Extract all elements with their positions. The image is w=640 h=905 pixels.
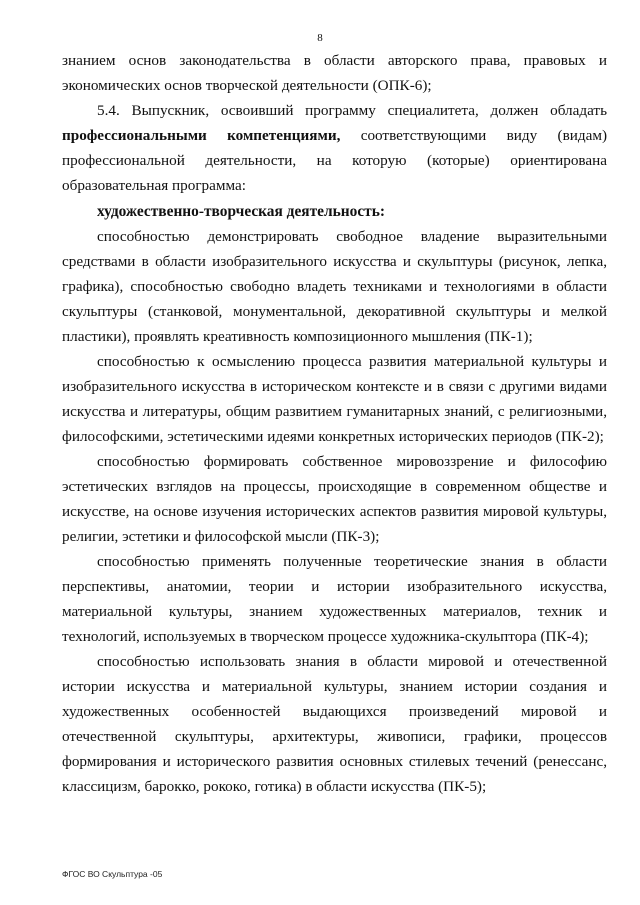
paragraph-pk4: способностью применять полученные теоретические знания в области перспективы, анатомии, теории и истории изобразительного искусства, материальной культуры, знанием художественных материалов, техник и технологий, используемых в творческом процессе художника-скульптора (ПК-4); <box>62 553 607 645</box>
page-number: 8 <box>317 32 323 44</box>
paragraph-5-4-start: 5.4. Выпускник, освоивший программу специалитета, должен обладать <box>97 102 607 119</box>
paragraph-5-4 <box>62 98 607 198</box>
page-footer: ФГОС ВО Скульптура -05 <box>62 869 163 879</box>
paragraph-pk1: способностью демонстрировать свободное владение выразительными средствами в области изобразительного искусства и скульптуры (рисунок, лепка, графика), способностью свободно владеть техниками и технологиями в области скульптуры (станковой, монументальной, декоративной скульптуры и мелкой пластики), проявлять креативность композиционного мышления (ПК-1); <box>62 228 607 345</box>
section-heading: художественно-творческая деятельность: <box>97 203 385 220</box>
document-body <box>62 48 607 799</box>
paragraph-pk2: способностью к осмыслению процесса развития материальной культуры и изобразительного искусства в историческом контексте и в связи с другими видами искусства и литературы, общим развитием гуманитарных знаний, с религиозными, философскими, эстетическими идеями конкретных исторических периодов (ПК-2); <box>62 353 607 445</box>
paragraph-5-4-bold: профессиональными компетенциями, <box>62 127 341 144</box>
paragraph-opk6: знанием основ законодательства в области авторского права, правовых и экономических основ творческой деятельности (ОПК-6); <box>62 52 607 94</box>
paragraph-pk5: способностью использовать знания в области мировой и отечественной истории искусства и материальной культуры, знанием истории создания и художественных особенностей выдающихся произведений мировой и отечественной скульптуры, архитектуры, живописи, графики, процессов формирования и исторического развития основных стилевых течений (ренессанс, классицизм, барокко, рококо, готика) в области искусства (ПК-5); <box>62 653 607 795</box>
paragraph-5-4-end: соответствующими виду (видам) профессиональной деятельности, на которую (которые) ориентирована образовательная программа: <box>62 127 608 194</box>
paragraph-pk3: способностью формировать собственное мировоззрение и философию эстетических взглядов на процессы, происходящие в современном обществе и искусстве, на основе изучения исторических аспектов развития мировой культуры, религии, эстетики и философской мысли (ПК-3); <box>62 453 607 545</box>
